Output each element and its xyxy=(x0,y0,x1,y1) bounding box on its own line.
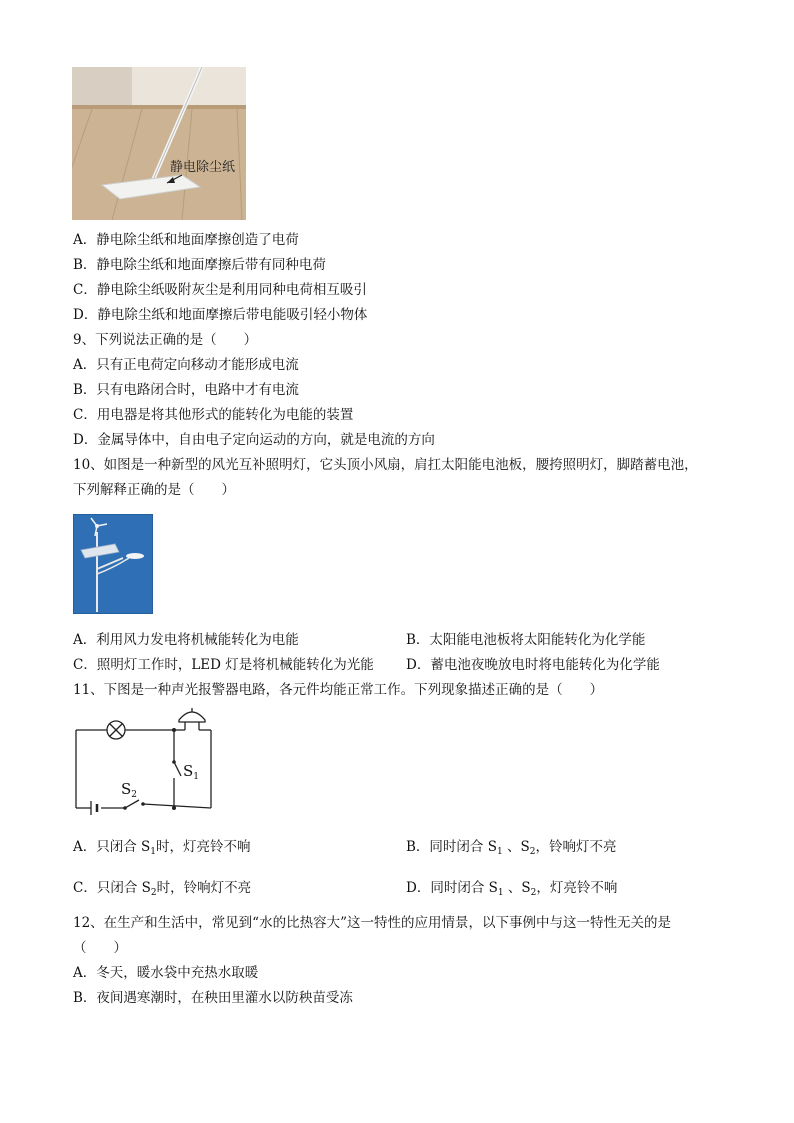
street-lamp-svg xyxy=(73,514,153,614)
q10-option-a: A．利用风力发电将机械能转化为电能 xyxy=(73,632,299,648)
q9-stem: 9、下列说法正确的是（ ） xyxy=(73,332,258,348)
q8-option-b: B．静电除尘纸和地面摩擦后带有同种电荷 xyxy=(73,257,326,273)
mop-label: 静电除尘纸 xyxy=(170,160,236,175)
q12-stem-line2: （ ） xyxy=(73,940,127,956)
q8-option-a: A．静电除尘纸和地面摩擦创造了电荷 xyxy=(73,232,299,248)
mop-photo xyxy=(72,67,246,220)
q11-option-b: B．同时闭合 $S_1$ 、$S_2$，铃响灯不亮 xyxy=(406,839,617,857)
q9-option-c: C．用电器是将其他形式的能转化为电能的装置 xyxy=(73,407,354,423)
q9-option-d: D．金属导体中，自由电子定向运动的方向，就是电流的方向 xyxy=(73,432,435,448)
q8-option-d: D．静电除尘纸和地面摩擦后带电能吸引轻小物体 xyxy=(73,307,368,323)
q10-option-b: B．太阳能电池板将太阳能转化为化学能 xyxy=(406,632,646,648)
q9-option-a: A．只有正电荷定向移动才能形成电流 xyxy=(73,357,299,373)
alarm-circuit-diagram xyxy=(73,704,218,816)
q10-option-c: C．照明灯工作时，LED 灯是将机械能转化为光能 xyxy=(73,657,374,673)
q10-stem-line2: 下列解释正确的是（ ） xyxy=(73,482,235,498)
q12-option-b: B．夜间遇寒潮时，在秧田里灌水以防秧苗受冻 xyxy=(73,990,353,1006)
q11-stem: 11、下图是一种声光报警器电路，各元件均能正常工作。下列现象描述正确的是（ ） xyxy=(73,682,604,698)
q11-option-a: A．只闭合 $S_1$时，灯亮铃不响 xyxy=(73,839,251,857)
q11-option-d: D．同时闭合 $S_1$ 、$S_2$，灯亮铃不响 xyxy=(406,880,618,898)
mop-photo-svg xyxy=(72,67,246,220)
q8-option-c: C．静电除尘纸吸附灰尘是利用同种电荷相互吸引 xyxy=(73,282,367,298)
q12-stem-line1: 12、在生产和生活中，常见到“水的比热容大”这一特性的应用情景，以下事例中与这一特性无关的是 xyxy=(73,915,671,931)
q10-option-d: D．蓄电池夜晚放电时将电能转化为化学能 xyxy=(406,657,660,673)
street-lamp-photo xyxy=(73,514,153,614)
q10-stem-line1: 10、如图是一种新型的风光互补照明灯，它头顶小风扇，肩扛太阳能电池板，腰挎照明灯，脚踏蓄电池， xyxy=(73,457,698,473)
switch-s1-label: $S_1$ xyxy=(183,762,200,782)
q12-option-a: A．冬天，暖水袋中充热水取暖 xyxy=(73,965,259,981)
circuit-svg xyxy=(73,704,218,816)
switch-s2-label: $S_2$ xyxy=(121,780,138,800)
q9-option-b: B．只有电路闭合时，电路中才有电流 xyxy=(73,382,299,398)
q11-option-c: C．只闭合 $S_2$时，铃响灯不亮 xyxy=(73,880,252,898)
